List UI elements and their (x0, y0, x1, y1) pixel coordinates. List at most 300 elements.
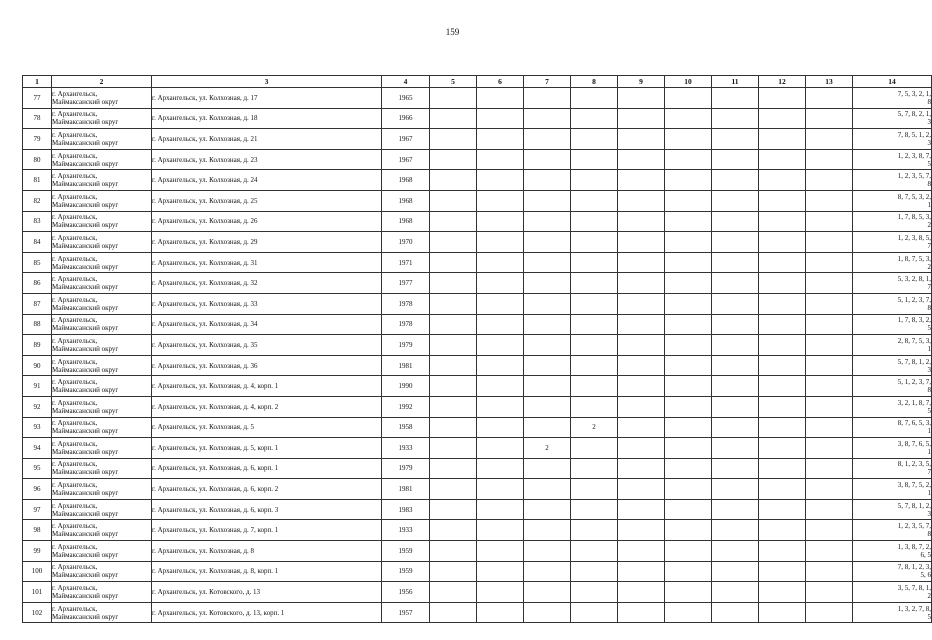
value-cell-col12 (759, 293, 806, 314)
value-cell-col5 (430, 541, 477, 562)
value-cell-col10 (665, 170, 712, 191)
value-cell-col8 (571, 293, 618, 314)
address-cell: г. Архангельск, ул. Колхозная, д. 31 (152, 252, 382, 273)
sequence-cell (853, 499, 932, 520)
sequence-cell (853, 376, 932, 397)
sequence-line: 8 (927, 180, 931, 189)
value-cell-col13 (806, 232, 853, 253)
district-line: г. Архангельск, (52, 563, 98, 572)
value-cell-col6 (477, 479, 524, 500)
row-number: 97 (23, 499, 52, 520)
sequence-cell (853, 602, 932, 623)
value-cell-col9 (618, 541, 665, 562)
sequence-cell (853, 108, 932, 129)
district-cell (52, 499, 152, 520)
table-row (23, 108, 932, 129)
district-cell (52, 561, 152, 582)
sequence-line: 5 (927, 324, 931, 333)
row-number: 99 (23, 541, 52, 562)
row-number: 102 (23, 602, 52, 623)
value-cell-col12 (759, 129, 806, 150)
address-cell: г. Архангельск, ул. Котовского, д. 13 (152, 582, 382, 603)
value-cell-col10 (665, 129, 712, 150)
sequence-line: 2 (927, 592, 931, 601)
value-cell-col6 (477, 335, 524, 356)
value-cell-col5 (430, 108, 477, 129)
value-cell-col12 (759, 438, 806, 459)
sequence-line: 7, 8, 1, 2, 3, (897, 563, 931, 572)
value-cell-col10 (665, 396, 712, 417)
value-cell-col10 (665, 211, 712, 232)
value-cell-col6 (477, 355, 524, 376)
sequence-line: 1, 3, 8, 7, 2, (897, 542, 931, 551)
district-line: г. Архангельск, (52, 357, 98, 366)
district-line: Маймаксанский округ (52, 427, 119, 436)
district-line: г. Архангельск, (52, 233, 98, 242)
value-cell-col11 (712, 541, 759, 562)
table-row (23, 582, 932, 603)
district-line: г. Архангельск, (52, 89, 98, 98)
value-cell-col9 (618, 520, 665, 541)
value-cell-col11 (712, 149, 759, 170)
value-cell-col9 (618, 438, 665, 459)
sequence-cell (853, 520, 932, 541)
value-cell-col8 (571, 314, 618, 335)
value-cell-col6 (477, 252, 524, 273)
sequence-cell (853, 170, 932, 191)
year-cell: 1981 (382, 355, 430, 376)
sequence-line: 3, 5, 7, 8, 1, (897, 584, 931, 593)
value-cell-col6 (477, 376, 524, 397)
value-cell-col9 (618, 335, 665, 356)
value-cell-col8 (571, 335, 618, 356)
value-cell-col10 (665, 293, 712, 314)
table-row (23, 561, 932, 582)
value-cell-col10 (665, 541, 712, 562)
year-cell: 1978 (382, 293, 430, 314)
value-cell-col10 (665, 232, 712, 253)
value-cell-col5 (430, 129, 477, 150)
value-cell-col6 (477, 396, 524, 417)
year-cell: 1933 (382, 438, 430, 459)
district-line: Маймаксанский округ (52, 159, 119, 168)
value-cell-col5 (430, 314, 477, 335)
district-line: г. Архангельск, (52, 604, 98, 613)
district-line: Маймаксанский округ (52, 241, 119, 250)
value-cell-col5 (430, 499, 477, 520)
address-cell: г. Архангельск, ул. Колхозная, д. 34 (152, 314, 382, 335)
value-cell-col10 (665, 108, 712, 129)
value-cell-col7 (524, 335, 571, 356)
value-cell-col8 (571, 396, 618, 417)
value-cell-col6 (477, 273, 524, 294)
sequence-line: 8, 1, 2, 3, 5, (897, 460, 931, 469)
row-number: 82 (23, 190, 52, 211)
value-cell-col7 (524, 314, 571, 335)
row-number: 77 (23, 88, 52, 109)
value-cell-col5 (430, 211, 477, 232)
sequence-line: 1, 2, 3, 8, 5, (897, 233, 931, 242)
year-cell: 1968 (382, 190, 430, 211)
district-cell (52, 376, 152, 397)
sequence-line: 1 (927, 489, 931, 498)
value-cell-col7 (524, 541, 571, 562)
value-cell-col11 (712, 417, 759, 438)
sequence-line: 5, 7, 8, 2, 1, (897, 110, 931, 119)
address-cell: г. Архангельск, ул. Колхозная, д. 6, корп. 2 (152, 479, 382, 500)
table-row (23, 190, 932, 211)
value-cell-col8 (571, 582, 618, 603)
column-header-9: 9 (618, 76, 665, 88)
year-cell: 1957 (382, 602, 430, 623)
table-row (23, 293, 932, 314)
column-header-8: 8 (571, 76, 618, 88)
district-line: Маймаксанский округ (52, 550, 119, 559)
value-cell-col13 (806, 108, 853, 129)
value-cell-col12 (759, 335, 806, 356)
table-row (23, 541, 932, 562)
address-cell: г. Архангельск, ул. Колхозная, д. 4, корп. 1 (152, 376, 382, 397)
value-cell-col12 (759, 541, 806, 562)
value-cell-col11 (712, 355, 759, 376)
address-cell: г. Архангельск, ул. Колхозная, д. 33 (152, 293, 382, 314)
sequence-line: 3 (927, 509, 931, 518)
sequence-line: 7 (927, 468, 931, 477)
sequence-line: 2 (927, 262, 931, 271)
value-cell-col12 (759, 108, 806, 129)
address-cell: г. Архангельск, ул. Колхозная, д. 6, корп. 3 (152, 499, 382, 520)
value-cell-col8 (571, 108, 618, 129)
sequence-cell (853, 232, 932, 253)
district-cell (52, 108, 152, 129)
row-number: 86 (23, 273, 52, 294)
district-line: Маймаксанский округ (52, 386, 119, 395)
sequence-line: 7 (927, 241, 931, 250)
value-cell-col13 (806, 190, 853, 211)
row-number: 88 (23, 314, 52, 335)
table-row (23, 355, 932, 376)
header-row (23, 76, 932, 88)
table-row (23, 479, 932, 500)
sequence-line: 5, 3, 2, 8, 1, (897, 275, 931, 284)
value-cell-col5 (430, 273, 477, 294)
row-number: 87 (23, 293, 52, 314)
value-cell-col7 (524, 376, 571, 397)
row-number: 80 (23, 149, 52, 170)
value-cell-col9 (618, 355, 665, 376)
value-cell-col13 (806, 438, 853, 459)
sequence-line: 3, 2, 1, 8, 7, (897, 398, 931, 407)
value-cell-col10 (665, 88, 712, 109)
table-row (23, 602, 932, 623)
district-cell (52, 273, 152, 294)
district-cell (52, 417, 152, 438)
row-number: 91 (23, 376, 52, 397)
value-cell-col11 (712, 293, 759, 314)
column-header-10: 10 (665, 76, 712, 88)
table-row (23, 273, 932, 294)
value-cell-col7 (524, 602, 571, 623)
year-cell: 1983 (382, 499, 430, 520)
value-cell-col5 (430, 438, 477, 459)
value-cell-col6 (477, 438, 524, 459)
value-cell-col11 (712, 129, 759, 150)
district-cell (52, 170, 152, 191)
sequence-cell (853, 211, 932, 232)
value-cell-col7 (524, 417, 571, 438)
sequence-line: 1 (927, 427, 931, 436)
value-cell-col9 (618, 396, 665, 417)
sequence-line: 8 (927, 97, 931, 106)
value-cell-col6 (477, 602, 524, 623)
value-cell-col6 (477, 561, 524, 582)
page-number: 159 (445, 27, 460, 37)
value-cell-col11 (712, 190, 759, 211)
sequence-line: 8 (927, 530, 931, 539)
value-cell-col6 (477, 314, 524, 335)
year-cell: 1977 (382, 273, 430, 294)
address-cell: г. Архангельск, ул. Колхозная, д. 17 (152, 88, 382, 109)
column-header-5: 5 (430, 76, 477, 88)
value-cell-col13 (806, 211, 853, 232)
value-cell-col12 (759, 232, 806, 253)
year-cell: 1968 (382, 170, 430, 191)
sequence-cell (853, 479, 932, 500)
value-cell-col11 (712, 273, 759, 294)
value-cell-col9 (618, 376, 665, 397)
value-cell-col13 (806, 273, 853, 294)
district-line: г. Архангельск, (52, 316, 98, 325)
district-cell (52, 479, 152, 500)
column-header-11: 11 (712, 76, 759, 88)
value-cell-col10 (665, 458, 712, 479)
district-cell (52, 355, 152, 376)
sequence-line: 1, 7, 8, 3, 2, (897, 316, 931, 325)
value-cell-col9 (618, 458, 665, 479)
value-cell-col5 (430, 293, 477, 314)
value-cell-col12 (759, 211, 806, 232)
district-line: Маймаксанский округ (52, 97, 119, 106)
district-line: Маймаксанский округ (52, 118, 119, 127)
district-line: г. Архангельск, (52, 522, 98, 531)
value-cell-col7 (524, 355, 571, 376)
value-cell-col5 (430, 190, 477, 211)
address-cell: г. Архангельск, ул. Колхозная, д. 26 (152, 211, 382, 232)
value-cell-col9 (618, 417, 665, 438)
column-header-12: 12 (759, 76, 806, 88)
value-cell-col10 (665, 438, 712, 459)
value-cell-col13 (806, 582, 853, 603)
sequence-cell (853, 293, 932, 314)
address-cell: г. Архангельск, ул. Колхозная, д. 25 (152, 190, 382, 211)
table-row (23, 376, 932, 397)
value-cell-col7 (524, 458, 571, 479)
sequence-line: 2, 8, 7, 5, 3, (897, 336, 931, 345)
value-cell-col12 (759, 170, 806, 191)
sequence-cell (853, 149, 932, 170)
value-cell-col10 (665, 355, 712, 376)
value-cell-col13 (806, 417, 853, 438)
value-cell-col11 (712, 458, 759, 479)
district-line: Маймаксанский округ (52, 571, 119, 580)
sequence-line: 8, 7, 5, 3, 2, (897, 192, 931, 201)
value-cell-col10 (665, 314, 712, 335)
value-cell-col7 (524, 561, 571, 582)
value-cell-col5 (430, 582, 477, 603)
district-line: г. Архангельск, (52, 151, 98, 160)
sequence-line: 1, 2, 3, 5, 7, (897, 522, 931, 531)
table-row (23, 438, 932, 459)
value-cell-col8 (571, 520, 618, 541)
row-number: 89 (23, 335, 52, 356)
table-row (23, 499, 932, 520)
value-cell-col13 (806, 376, 853, 397)
address-cell: г. Архангельск, ул. Колхозная, д. 32 (152, 273, 382, 294)
year-cell: 1966 (382, 108, 430, 129)
district-line: Маймаксанский округ (52, 344, 119, 353)
column-header-3: 3 (152, 76, 382, 88)
sequence-cell (853, 458, 932, 479)
value-cell-col5 (430, 149, 477, 170)
value-cell-col11 (712, 520, 759, 541)
row-number: 78 (23, 108, 52, 129)
value-cell-col11 (712, 211, 759, 232)
year-cell: 1978 (382, 314, 430, 335)
sequence-line: 5, 7, 8, 1, 2, (897, 501, 931, 510)
value-cell-col9 (618, 499, 665, 520)
value-cell-col13 (806, 458, 853, 479)
value-cell-col11 (712, 252, 759, 273)
value-cell-col10 (665, 149, 712, 170)
value-cell-col6 (477, 293, 524, 314)
value-cell-col6 (477, 541, 524, 562)
value-cell-col10 (665, 561, 712, 582)
district-cell (52, 458, 152, 479)
column-header-2: 2 (52, 76, 152, 88)
table-row (23, 170, 932, 191)
value-cell-col10 (665, 190, 712, 211)
value-cell-col8 (571, 252, 618, 273)
table-row (23, 232, 932, 253)
table-row (23, 520, 932, 541)
value-cell-col5 (430, 232, 477, 253)
district-line: Маймаксанский округ (52, 303, 119, 312)
value-cell-col10 (665, 582, 712, 603)
value-cell-col12 (759, 314, 806, 335)
value-cell-col5 (430, 602, 477, 623)
district-line: г. Архангельск, (52, 398, 98, 407)
table-row (23, 149, 932, 170)
value-cell-col8 (571, 232, 618, 253)
value-cell-col8 (571, 129, 618, 150)
district-line: г. Архангельск, (52, 439, 98, 448)
value-cell-col10 (665, 417, 712, 438)
value-cell-col5 (430, 170, 477, 191)
value-cell-col6 (477, 149, 524, 170)
sequence-cell (853, 314, 932, 335)
value-cell-col9 (618, 190, 665, 211)
row-number: 98 (23, 520, 52, 541)
sequence-cell (853, 273, 932, 294)
value-cell-col8 (571, 149, 618, 170)
sequence-cell (853, 417, 932, 438)
table-row (23, 396, 932, 417)
value-cell-col7: 2 (524, 438, 571, 459)
value-cell-col7 (524, 582, 571, 603)
district-cell (52, 520, 152, 541)
table-row (23, 129, 932, 150)
value-cell-col13 (806, 129, 853, 150)
year-cell: 1970 (382, 232, 430, 253)
year-cell: 1979 (382, 458, 430, 479)
sequence-cell (853, 438, 932, 459)
sequence-cell (853, 88, 932, 109)
value-cell-col11 (712, 438, 759, 459)
address-cell: г. Архангельск, ул. Колхозная, д. 5, корп. 1 (152, 438, 382, 459)
value-cell-col13 (806, 499, 853, 520)
district-line: г. Архангельск, (52, 378, 98, 387)
value-cell-col9 (618, 273, 665, 294)
value-cell-col13 (806, 293, 853, 314)
value-cell-col5 (430, 335, 477, 356)
value-cell-col5 (430, 376, 477, 397)
value-cell-col7 (524, 129, 571, 150)
address-cell: г. Архангельск, ул. Колхозная, д. 24 (152, 170, 382, 191)
district-line: Маймаксанский округ (52, 592, 119, 601)
sequence-line: 7, 5, 3, 2, 1, (897, 89, 931, 98)
address-cell: г. Архангельск, ул. Колхозная, д. 23 (152, 149, 382, 170)
value-cell-col8 (571, 458, 618, 479)
district-line: Маймаксанский округ (52, 138, 119, 147)
sequence-line: 1, 2, 3, 5, 7, (897, 172, 931, 181)
sequence-line: 3, 8, 7, 5, 2, (897, 481, 931, 490)
district-line: г. Архангельск, (52, 460, 98, 469)
value-cell-col8 (571, 561, 618, 582)
sequence-line: 5 (927, 406, 931, 415)
value-cell-col6 (477, 417, 524, 438)
sequence-cell (853, 561, 932, 582)
table-row (23, 458, 932, 479)
value-cell-col8 (571, 211, 618, 232)
value-cell-col5 (430, 88, 477, 109)
sequence-line: 8, 7, 6, 5, 3, (897, 419, 931, 428)
table-body (23, 88, 932, 623)
district-line: г. Архангельск, (52, 275, 98, 284)
sequence-line: 1, 7, 8, 5, 3, (897, 213, 931, 222)
column-header-7: 7 (524, 76, 571, 88)
value-cell-col9 (618, 108, 665, 129)
value-cell-col10 (665, 602, 712, 623)
value-cell-col8 (571, 190, 618, 211)
value-cell-col13 (806, 396, 853, 417)
value-cell-col9 (618, 602, 665, 623)
row-number: 95 (23, 458, 52, 479)
district-line: Маймаксанский округ (52, 283, 119, 292)
row-number: 101 (23, 582, 52, 603)
district-cell (52, 129, 152, 150)
table-row (23, 211, 932, 232)
district-cell (52, 149, 152, 170)
value-cell-col12 (759, 273, 806, 294)
row-number: 85 (23, 252, 52, 273)
value-cell-col11 (712, 314, 759, 335)
value-cell-col12 (759, 417, 806, 438)
sequence-line: 3, 8, 7, 6, 5, (897, 439, 931, 448)
value-cell-col9 (618, 582, 665, 603)
year-cell: 1979 (382, 335, 430, 356)
district-line: г. Архангельск, (52, 584, 98, 593)
year-cell: 1971 (382, 252, 430, 273)
